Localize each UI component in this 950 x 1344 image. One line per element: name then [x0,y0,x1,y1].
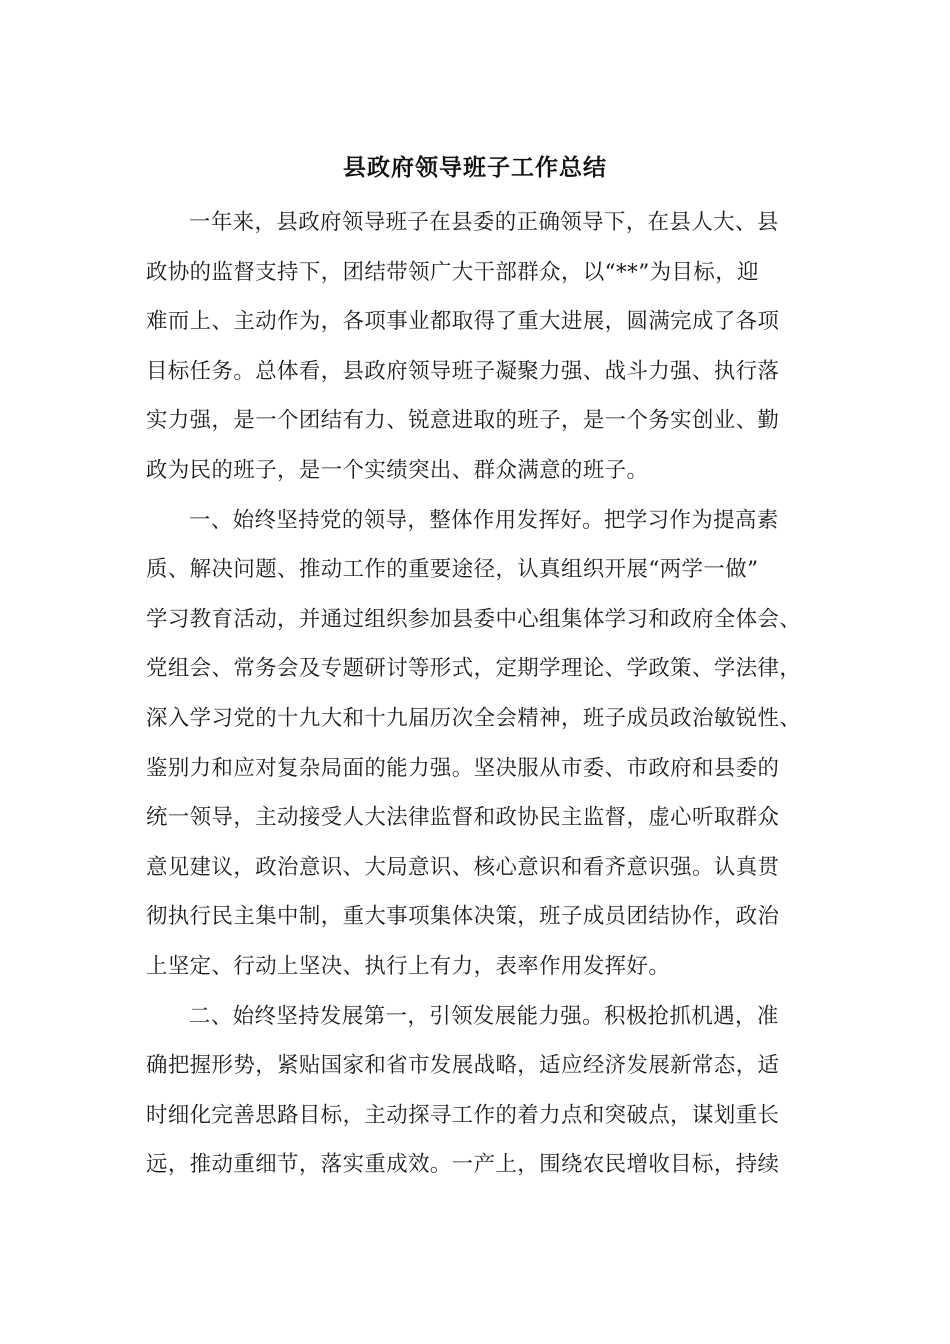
text-line: 党组会、常务会及专题研讨等形式，定期学理论、学政策、学法律， [146,656,802,682]
text-line: 难而上、主动作为，各项事业都取得了重大进展，圆满完成了各项 [146,309,780,335]
text-line: 实力强，是一个团结有力、锐意进取的班子，是一个务实创业、勤 [146,408,780,434]
paragraph-intro [146,198,830,496]
text-line: 一年来，县政府领导班子在县委的正确领导下，在县人大、县 [189,210,779,235]
text-line: 意见建议，政治意识、大局意识、核心意识和看齐意识强。认真贯 [146,854,780,880]
text-line: 远，推动重细节，落实重成效。一产上，围绕农民增收目标，持续 [146,1152,780,1178]
text-line: 时细化完善思路目标，主动探寻工作的着力点和突破点，谋划重长 [146,1102,780,1128]
text-line: 政协的监督支持下，团结带领广大干部群众，以“**”为目标，迎 [146,259,759,285]
text-line: 一、始终坚持党的领导，整体作用发挥好。把学习作为提高素 [189,507,779,533]
document-title: 县政府领导班子工作总结 [343,154,607,181]
text-line: 目标任务。总体看，县政府领导班子凝聚力强、战斗力强、执行落 [146,358,780,384]
text-line: 确把握形势，紧贴国家和省市发展战略，适应经济发展新常态，适 [146,1053,780,1079]
text-line: 质、解决问题、推动工作的重要途径，认真组织开展“两学一做” [146,557,759,583]
text-line: 彻执行民主集中制，重大事项集体决策，班子成员团结协作，政治 [146,904,780,930]
text-line: 鉴别力和应对复杂局面的能力强。坚决服从市委、市政府和县委的 [146,755,780,781]
document-body [146,198,830,1190]
paragraph-section-one [146,496,830,992]
text-line: 上坚定、行动上坚决、执行上有力，表率作用发挥好。 [146,953,671,979]
paragraph-section-two [146,992,830,1190]
text-line: 统一领导，主动接受人大法律监督和政协民主监督，虚心听取群众 [146,805,780,831]
text-line: 学习教育活动，并通过组织参加县委中心组集体学习和政府全体会、 [146,606,802,632]
text-line: 二、始终坚持发展第一，引领发展能力强。积极抢抓机遇，准 [189,1003,779,1029]
text-line: 深入学习党的十九大和十九届历次全会精神，班子成员政治敏锐性、 [146,705,802,731]
text-line: 政为民的班子，是一个实绩突出、群众满意的班子。 [146,457,649,483]
